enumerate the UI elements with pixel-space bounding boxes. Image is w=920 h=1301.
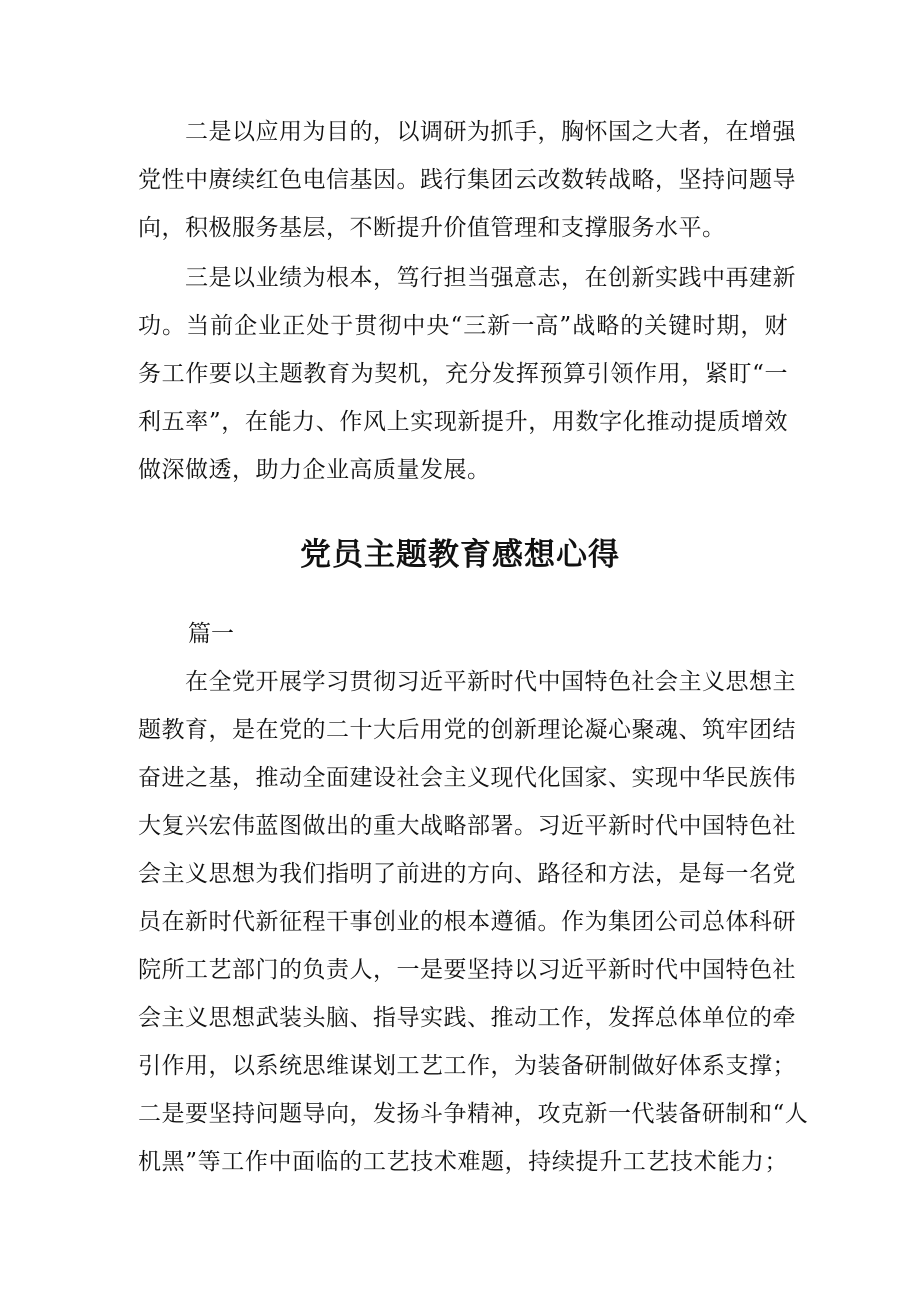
text-line: 利五率”，在能力、作风上实现新提升，用数字化推动提质增效: [138, 409, 788, 435]
text-line: 三是以业绩为根本，笃行担当强意志，在创新实践中再建新: [138, 265, 796, 291]
section-label: 篇一: [188, 621, 234, 647]
paragraph-essay-one: [138, 658, 809, 1186]
text-line: 党性中赓续红色电信基因。践行集团云改数转战略，坚持问题导: [138, 167, 796, 193]
text-line: 员在新时代新征程干事创业的根本遵循。作为集团公司总体科研: [138, 909, 796, 935]
text-line: 二是要坚持问题导向，发扬斗争精神，攻克新一代装备研制和“人: [138, 1101, 809, 1127]
text-line: 机黑”等工作中面临的工艺技术难题，持续提升工艺技术能力；: [138, 1149, 788, 1175]
text-line: 引作用，以系统思维谋划工艺工作，为装备研制做好体系支撑；: [138, 1053, 796, 1079]
text-line: 在全党开展学习贯彻习近平新时代中国特色社会主义思想主: [138, 669, 796, 695]
paragraph-two: [138, 108, 796, 252]
text-line: 做深做透，助力企业高质量发展。: [138, 457, 491, 483]
text-line: 会主义思想武装头脑、指导实践、推动工作，发挥总体单位的牵: [138, 1005, 796, 1031]
text-line: 大复兴宏伟蓝图做出的重大战略部署。习近平新时代中国特色社: [138, 813, 796, 839]
text-line: 院所工艺部门的负责人，一是要坚持以习近平新时代中国特色社: [138, 957, 796, 983]
text-line: 二是以应用为目的，以调研为抓手，胸怀国之大者，在增强: [138, 119, 796, 145]
text-line: 题教育，是在党的二十大后用党的创新理论凝心聚魂、筑牢团结: [138, 717, 796, 743]
text-line: 功。当前企业正处于贯彻中央“三新一高”战略的关键时期，财: [138, 313, 788, 339]
page-title: 党员主题教育感想心得: [300, 537, 620, 573]
text-line: 奋进之基，推动全面建设社会主义现代化国家、实现中华民族伟: [138, 765, 796, 791]
text-line: 务工作要以主题教育为契机，充分发挥预算引领作用，紧盯“一: [138, 361, 788, 387]
text-line: 向，积极服务基层，不断提升价值管理和支撑服务水平。: [138, 215, 726, 241]
paragraph-three: [138, 254, 796, 494]
text-line: 会主义思想为我们指明了前进的方向、路径和方法，是每一名党: [138, 861, 796, 887]
